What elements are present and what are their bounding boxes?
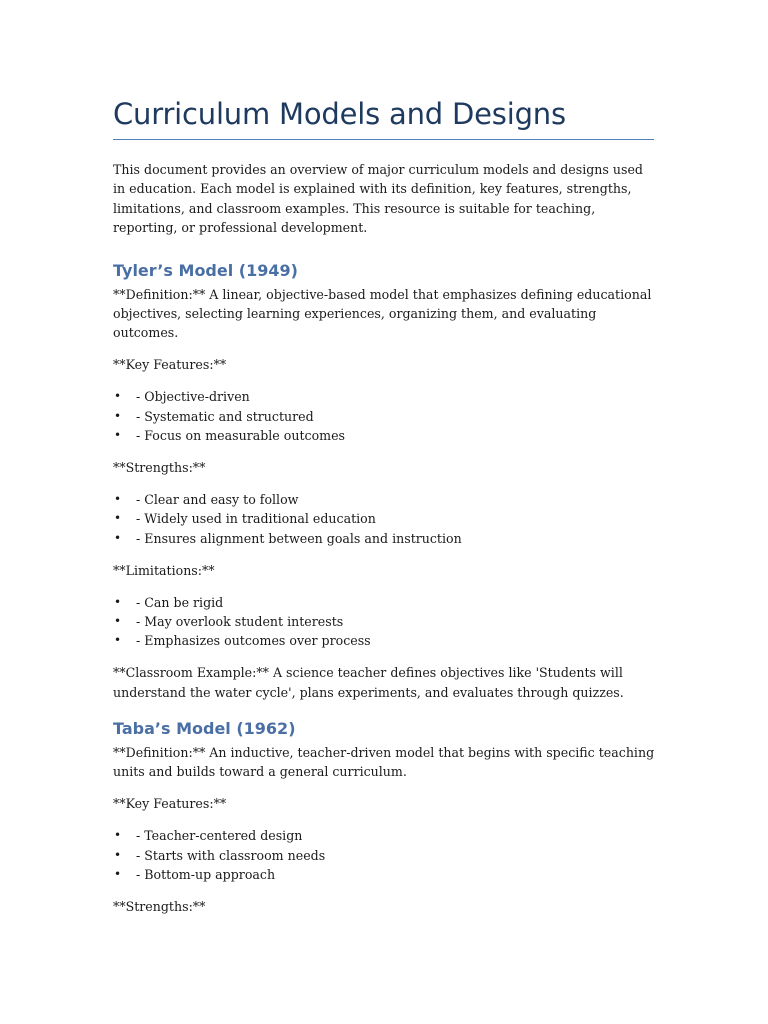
bullet-icon: •	[114, 511, 122, 526]
list-item	[113, 529, 655, 548]
list-item	[113, 593, 655, 612]
section-heading: Taba’s Model (1962)	[113, 719, 296, 739]
list-item-text: - May overlook student interests	[136, 613, 344, 629]
list-item	[113, 387, 655, 406]
bullet-icon: •	[114, 828, 122, 843]
title-underline	[113, 139, 654, 140]
definition-paragraph: **Definition:** A linear, objective-based model that emphasizes defining educational objectives, selecting learning experiences, organizing them, and evaluating outcomes.	[113, 286, 652, 341]
bullet-icon: •	[114, 408, 122, 423]
bullet-icon: •	[114, 613, 122, 628]
strengths-label: **Strengths:**	[113, 459, 206, 475]
bullet-icon: •	[114, 594, 122, 609]
list-item	[113, 426, 655, 445]
bullet-icon: •	[114, 847, 122, 862]
bullet-icon: •	[114, 530, 122, 545]
list-item-text: - Can be rigid	[136, 594, 224, 610]
list-item-text: - Bottom-up approach	[136, 867, 276, 883]
list-item	[113, 612, 655, 631]
list-item-text: - Widely used in traditional education	[136, 511, 376, 527]
classroom-example-paragraph: **Classroom Example:** A science teacher defines objectives like 'Students will understand the water cycle', plans experiments, and evaluates through quizzes.	[113, 665, 624, 700]
key-features-label: **Key Features:**	[113, 796, 227, 812]
list-item-text: - Starts with classroom needs	[136, 847, 326, 863]
limitations-list	[113, 593, 655, 651]
list-item-text: - Clear and easy to follow	[136, 491, 299, 507]
list-item	[113, 490, 655, 509]
key-features-list	[113, 387, 655, 445]
intro-paragraph: This document provides an overview of major curriculum models and designs used in education. Each model is explained with its definition, key features, strengths, limitations, and classroom examples. This resource is suitable for teaching, reporting, or professional development.	[113, 162, 643, 236]
bullet-icon: •	[114, 389, 122, 404]
document-title: Curriculum Models and Designs	[113, 97, 566, 131]
bullet-icon: •	[114, 491, 122, 506]
list-item	[113, 509, 655, 528]
key-features-list	[113, 826, 655, 884]
list-item-text: - Ensures alignment between goals and instruction	[136, 530, 462, 546]
limitations-label: **Limitations:**	[113, 562, 215, 578]
definition-paragraph: **Definition:** An inductive, teacher-driven model that begins with specific teaching units and builds toward a general curriculum.	[113, 745, 655, 780]
list-item	[113, 826, 655, 845]
bullet-icon: •	[114, 633, 122, 648]
strengths-label: **Strengths:**	[113, 898, 206, 914]
strengths-list	[113, 490, 655, 548]
list-item	[113, 865, 655, 884]
section-taba	[113, 718, 655, 916]
bullet-icon: •	[114, 867, 122, 882]
list-item	[113, 631, 655, 650]
list-item	[113, 407, 655, 426]
section-tyler	[113, 260, 655, 702]
section-heading: Tyler’s Model (1949)	[113, 260, 298, 280]
list-item-text: - Emphasizes outcomes over process	[136, 633, 371, 649]
list-item	[113, 846, 655, 865]
list-item-text: - Systematic and structured	[136, 408, 314, 424]
list-item-text: - Focus on measurable outcomes	[136, 428, 346, 444]
key-features-label: **Key Features:**	[113, 357, 227, 373]
list-item-text: - Objective-driven	[136, 389, 250, 405]
list-item-text: - Teacher-centered design	[136, 828, 303, 844]
bullet-icon: •	[114, 428, 122, 443]
